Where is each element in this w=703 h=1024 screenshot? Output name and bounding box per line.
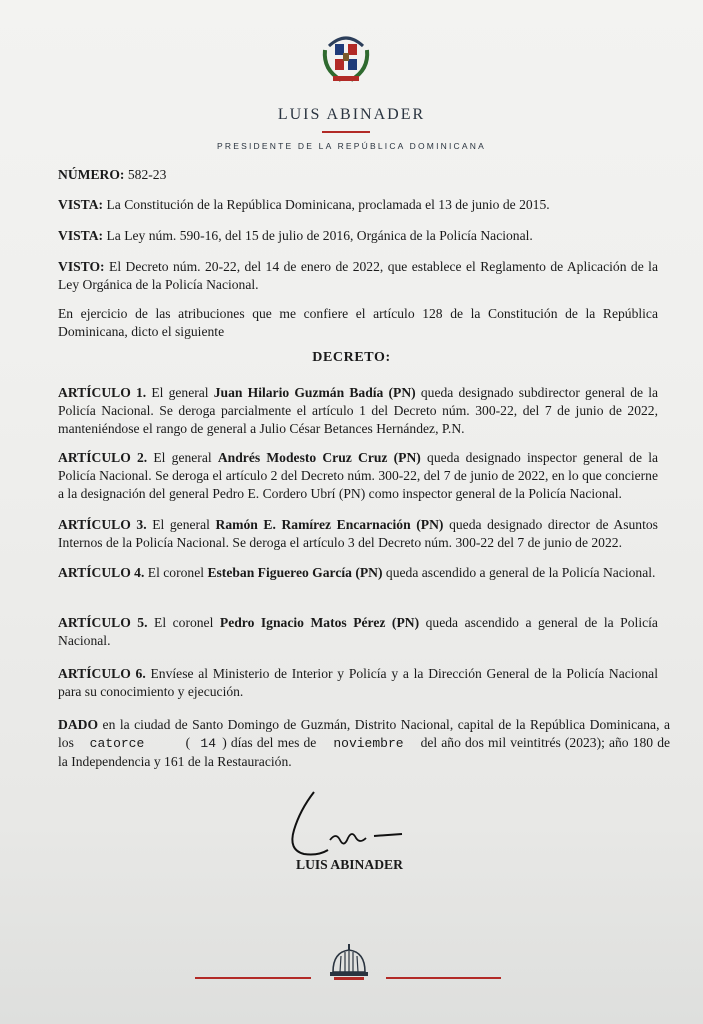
- article-label: ARTÍCULO 4.: [58, 565, 145, 580]
- vista-2: [58, 227, 658, 245]
- dado-text: en la ciudad de Santo Domingo de Guzmán, Distrito Nacional, capital de la República Dominicana, a los: [58, 717, 670, 750]
- article-label: ARTÍCULO 6.: [58, 666, 146, 681]
- dado-paren: (: [185, 735, 191, 750]
- article-text: queda designado subdirector general de la Policía Nacional. Se deroga parcialmente el artículo 1 del Decreto núm. 300-22, del 7 de junio de 2022, manteniéndose el rango de general a Julio César Betances Hernández, P.N.: [58, 385, 659, 436]
- article-text: El coronel: [147, 565, 205, 580]
- article-text: El coronel: [154, 615, 214, 630]
- decree-number-label: NÚMERO:: [58, 167, 125, 182]
- vista-label: VISTA:: [58, 197, 104, 212]
- article-3: [58, 516, 658, 552]
- article-person: Andrés Modesto Cruz Cruz (PN): [217, 450, 421, 465]
- article-text: Envíese al Ministerio de Interior y Policía y a la Dirección General de la Policía Nacional para su conocimiento y ejecución.: [58, 666, 658, 699]
- article-text: El general: [151, 385, 209, 400]
- decree-number-value: 582-23: [127, 167, 167, 182]
- president-name: LUIS ABINADER: [277, 106, 426, 123]
- article-label: ARTÍCULO 2.: [58, 450, 148, 465]
- article-6: [58, 665, 658, 701]
- day-words-field: catorce: [89, 736, 145, 751]
- article-person: Ramón E. Ramírez Encarnación (PN): [215, 517, 444, 532]
- article-label: ARTÍCULO 1.: [58, 385, 147, 400]
- header-divider: [322, 131, 370, 133]
- president-title: PRESIDENTE DE LA REPÚBLICA DOMINICANA: [217, 141, 486, 151]
- article-text: El general: [153, 450, 212, 465]
- article-person: Pedro Ignacio Matos Pérez (PN): [219, 615, 420, 630]
- article-2: [58, 449, 658, 503]
- vista-text: La Ley núm. 590-16, del 15 de julio de 2016, Orgánica de la Policía Nacional.: [106, 228, 533, 243]
- decreto-heading: DECRETO:: [312, 350, 391, 365]
- decree-number: [58, 166, 658, 184]
- month-field: noviembre: [333, 736, 404, 751]
- footer-line-right: [386, 977, 501, 979]
- article-text: queda ascendido a general de la Policía Nacional.: [58, 615, 658, 648]
- article-1: [58, 384, 658, 438]
- signature-scribble: [270, 790, 420, 860]
- article-text: queda ascendido a general de la Policía Nacional.: [385, 565, 656, 580]
- vista-text: El Decreto núm. 20-22, del 14 de enero de 2022, que establece el Reglamento de Aplicación de la Ley Orgánica de la Policía Nacional.: [58, 259, 658, 292]
- vista-text: La Constitución de la República Dominicana, proclamada el 13 de junio de 2015.: [106, 197, 550, 212]
- day-number-field: 14: [200, 736, 216, 751]
- vista-1: [58, 196, 658, 214]
- article-5: [58, 614, 658, 650]
- article-4: [58, 564, 658, 582]
- dado-clause: [58, 716, 670, 771]
- visto-3: [58, 258, 658, 294]
- article-person: Juan Hilario Guzmán Badía (PN): [213, 385, 416, 400]
- article-text: queda designado inspector general de la Policía Nacional. Se deroga el artículo 2 del Decreto núm. 300-22, del 7 de junio de 2022, en lo que concierne a la designación del general Pedro E. Cordero Ubrí (PN) como inspector general de la Policía Nacional.: [58, 450, 659, 501]
- article-label: ARTÍCULO 5.: [58, 615, 148, 630]
- dado-text: ) días del mes de: [222, 735, 317, 750]
- vista-label: VISTO:: [58, 259, 105, 274]
- article-text: El general: [152, 517, 210, 532]
- article-text: queda designado director de Asuntos Internos de la Policía Nacional. Se deroga el artículo 3 del Decreto núm. 300-22 del 7 de junio de 2022.: [58, 517, 658, 550]
- dado-text: del año dos mil veintitrés (2023); año 180 de la Independencia y 161 de la Restauración.: [58, 735, 671, 769]
- article-person: Esteban Figuereo García (PN): [207, 565, 383, 580]
- vista-label: VISTA:: [58, 228, 104, 243]
- coat-of-arms-icon: [315, 26, 377, 88]
- dado-label: DADO: [58, 717, 99, 732]
- preamble: En ejercicio de las atribuciones que me confiere el artículo 128 de la Constitución de la República Dominicana, dicto el siguiente: [58, 306, 658, 339]
- signature-name: LUIS ABINADER: [296, 857, 403, 872]
- palace-dome-icon: [327, 942, 371, 984]
- footer-line-left: [195, 977, 311, 979]
- article-label: ARTÍCULO 3.: [58, 517, 147, 532]
